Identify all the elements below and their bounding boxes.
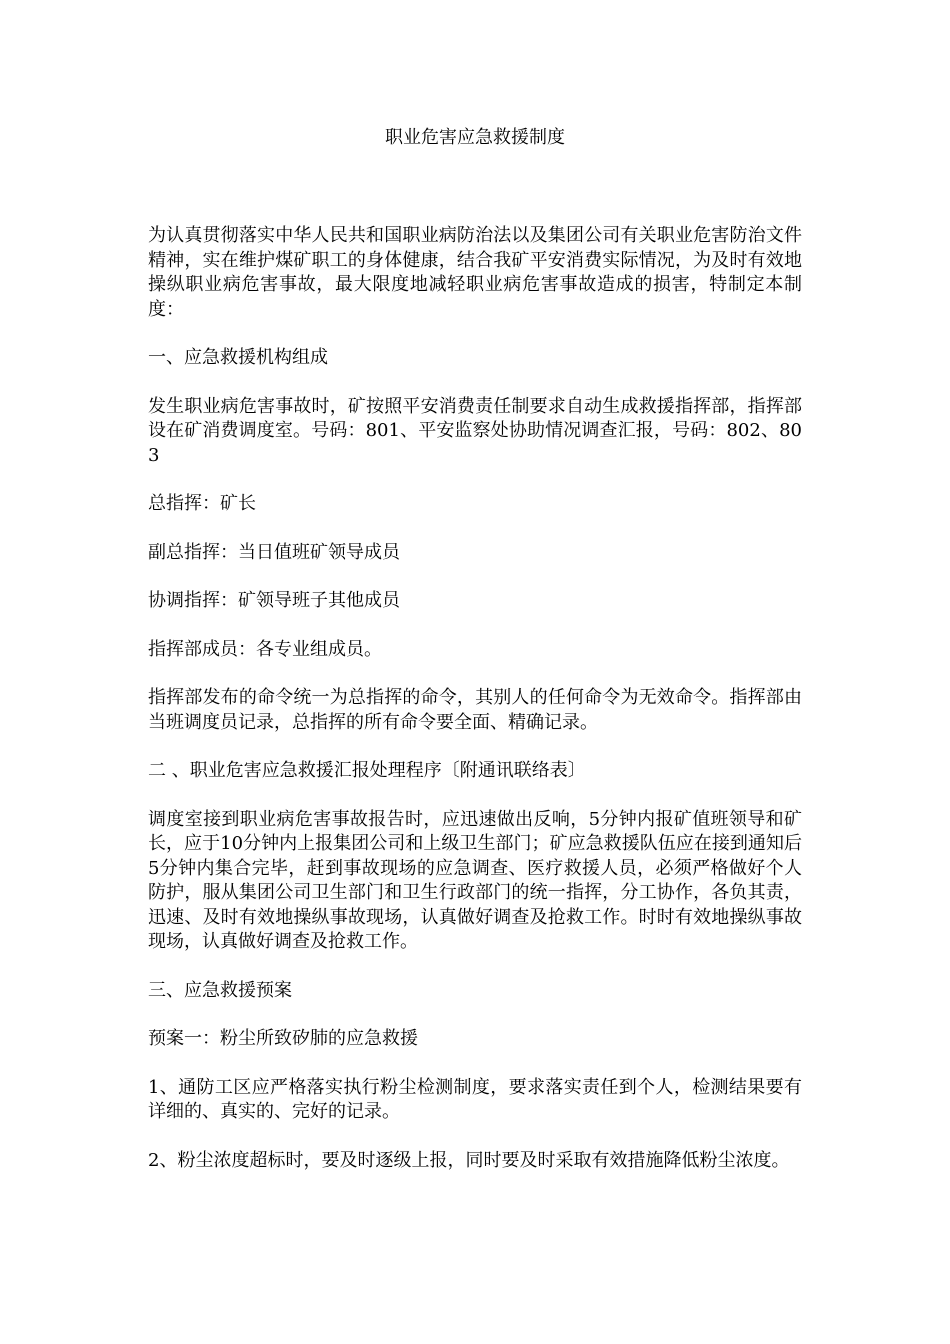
plan-item-2: 2、粉尘浓度超标时，要及时逐级上报，同时要及时采取有效措施降低粉尘浓度。 — [148, 1149, 790, 1171]
paragraph-chief-commander: 总指挥：矿长 — [148, 493, 256, 514]
paragraph-command-rules: 指挥部发布的命令统一为总指挥的命令，其别人的任何命令为无效命令。指挥部由当班调度员记录，总指挥的所有命令要全面、精确记录。 — [148, 687, 802, 733]
plan-one-heading: 预案一：粉尘所致矽肺的应急救援 — [148, 1028, 418, 1049]
intro-paragraph: 为认真贯彻落实中华人民共和国职业病防治法以及集团公司有关职业危害防治文件精神，实在维护煤矿职工的身体健康，结合我矿平安消费实际情况，为及时有效地操纵职业病危害事故，最大限度地减轻职业病危害事故造成的损害，特制定本制度： — [148, 225, 802, 320]
paragraph-command-setup: 发生职业病危害事故时，矿按照平安消费责任制要求自动生成救援指挥部，指挥部设在矿消费调度室。号码：801、平安监察处协助情况调查汇报，号码：802、803 — [148, 395, 802, 466]
paragraph-deputy-commander: 副总指挥：当日值班矿领导成员 — [148, 541, 400, 563]
paragraph-coordinator: 协调指挥：矿领导班子其他成员 — [148, 590, 400, 611]
document-body — [148, 224, 802, 1197]
paragraph-report-procedure: 调度室接到职业病危害事故报告时，应迅速做出反响，5分钟内报矿值班领导和矿长，应于10分钟内上报集团公司和上级卫生部门；矿应急救援队伍应在接到通知后5分钟内集合完毕，赶到事故现场的应急调查、医疗救援人员，必须严格做好个人防护，服从集团公司卫生部门和卫生行政部门的统一指挥，分工协作，各负其责，迅速、及时有效地操纵事故现场，认真做好调查及抢救工作。时时有效地操纵事故现场，认真做好调查及抢救工作。 — [148, 808, 802, 952]
section-heading-1: 一、应急救援机构组成 — [148, 347, 328, 368]
paragraph-members: 指挥部成员：各专业组成员。 — [148, 638, 382, 660]
section-heading-3: 三、应急救援预案 — [148, 979, 292, 1001]
section-heading-2: 二 、职业危害应急救援汇报处理程序〔附通讯联络表〕 — [148, 760, 586, 781]
document-title: 职业危害应急救援制度 — [385, 127, 565, 148]
plan-item-1: 1、通防工区应严格落实执行粉尘检测制度，要求落实责任到个人，检测结果要有详细的、真实的、完好的记录。 — [148, 1076, 802, 1122]
